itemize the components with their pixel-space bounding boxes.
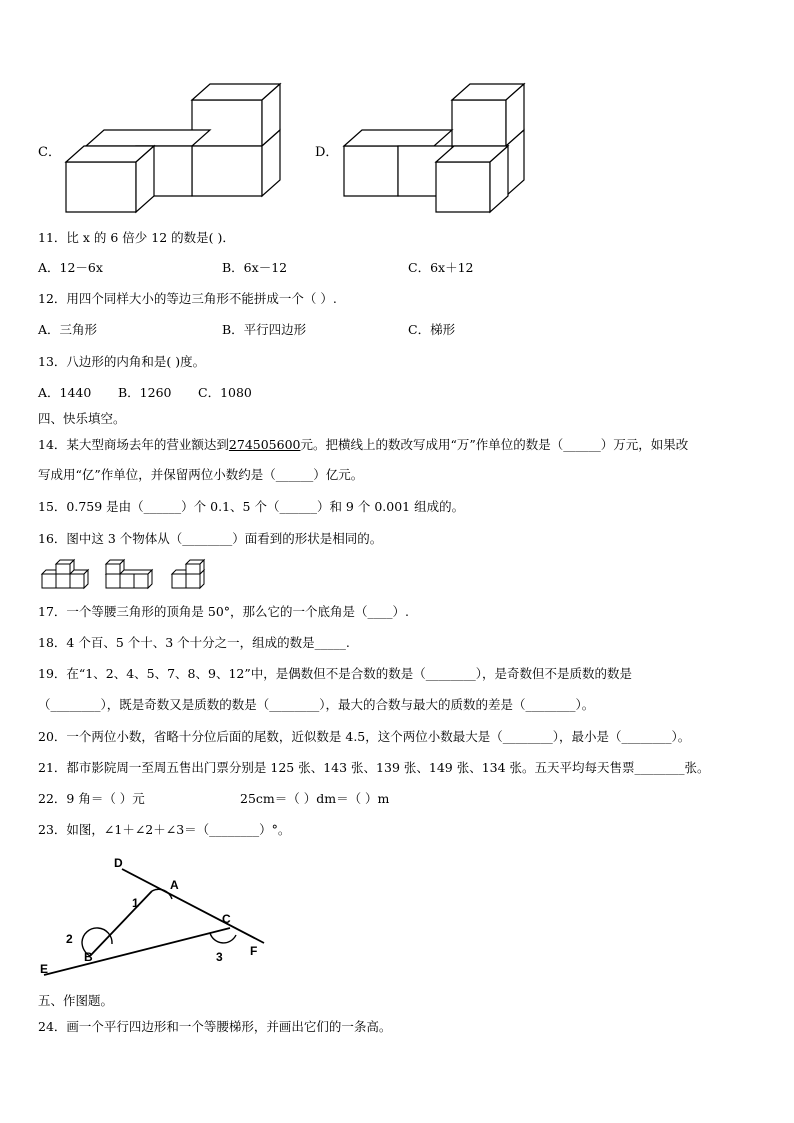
point-f-label: F <box>250 944 258 958</box>
question-14-number: 274505600 <box>228 437 301 452</box>
question-19-line-1: 19．在“1、2、4、5、7、8、9、12”中，是偶数但不是合数的数是（________），是奇数但不是质数的数是 <box>38 666 633 681</box>
question-23-stem: 23．如图，∠1＋∠2＋∠3＝（________）°。 <box>38 822 291 837</box>
question-24: 24．画一个平行四边形和一个等腰梯形，并画出它们的一条高。 <box>38 1019 392 1034</box>
point-c-label: C <box>222 912 231 926</box>
question-20: 20．一个两位小数，省略十分位后面的尾数，近似数是 4.5，这个两位小数最大是（________），最小是（________）。 <box>38 729 691 744</box>
angle-2-label: 2 <box>66 932 73 946</box>
question-12-option-a: A．三角形 <box>38 322 98 337</box>
point-e-label: E <box>40 962 49 976</box>
question-22-part-a: 22．9 角＝（ ）元 <box>38 791 145 806</box>
angle-figure <box>40 855 280 985</box>
question-12-option-c: C．梯形 <box>408 322 456 337</box>
question-19-line-2: （________），既是奇数又是质数的数是（________），最大的合数与最大的质数的差是（________）。 <box>38 697 595 712</box>
cube-figure-c <box>60 80 290 220</box>
question-14-line-2: 写成用“亿”作单位，并保留两位小数约是（______）亿元。 <box>38 467 364 482</box>
point-b-label: B <box>84 950 93 964</box>
question-14-text-b: 元。把横线上的数改写成用“万”作单位的数是（______）万元，如果改 <box>300 437 689 452</box>
question-14-text-a: 14．某大型商场去年的营业额达到 <box>38 437 229 452</box>
question-16: 16．图中这 3 个物体从（________）面看到的形状是相同的。 <box>38 531 383 546</box>
point-a-label: A <box>170 878 179 892</box>
point-d-label: D <box>114 856 123 870</box>
section-5-heading: 五、作图题。 <box>38 993 114 1008</box>
question-13-option-b: B．1260 <box>118 385 172 400</box>
question-22-part-b: 25cm＝（ ）dm＝（ ）m <box>240 791 390 806</box>
question-15: 15．0.759 是由（______）个 0.1、5 个（______）和 9 个 0.001 组成的。 <box>38 499 465 514</box>
section-4-heading: 四、快乐填空。 <box>38 411 126 426</box>
option-d-label: D． <box>315 145 339 160</box>
question-11-option-a: A．12－6x <box>38 260 103 275</box>
question-21: 21．都市影院周一至周五售出门票分别是 125 张、143 张、139 张、149 张、134 张。五天平均每天售票________张。 <box>38 760 710 775</box>
question-11-option-b: B．6x－12 <box>222 260 288 275</box>
question-12-stem: 12．用四个同样大小的等边三角形不能拼成一个（ ）. <box>38 291 337 306</box>
angle-1-label: 1 <box>132 896 139 910</box>
cube-figure-d <box>340 80 540 220</box>
question-17: 17．一个等腰三角形的顶角是 50°，那么它的一个底角是（____）. <box>38 604 410 619</box>
question-12-option-b: B．平行四边形 <box>222 322 307 337</box>
question-14-line-1 <box>38 437 688 453</box>
question-13-option-c: C．1080 <box>198 385 252 400</box>
cube-sets-figure <box>40 560 220 592</box>
angle-3-label: 3 <box>216 950 223 964</box>
question-11-stem: 11．比 x 的 6 倍少 12 的数是( )． <box>38 230 235 245</box>
question-18: 18．4 个百、5 个十、3 个十分之一，组成的数是_____. <box>38 635 350 650</box>
question-13-option-a: A．1440 <box>38 385 92 400</box>
option-c-label: C． <box>38 145 61 160</box>
question-11-option-c: C．6x＋12 <box>408 260 474 275</box>
question-13-stem: 13．八边形的内角和是( )度。 <box>38 354 206 369</box>
